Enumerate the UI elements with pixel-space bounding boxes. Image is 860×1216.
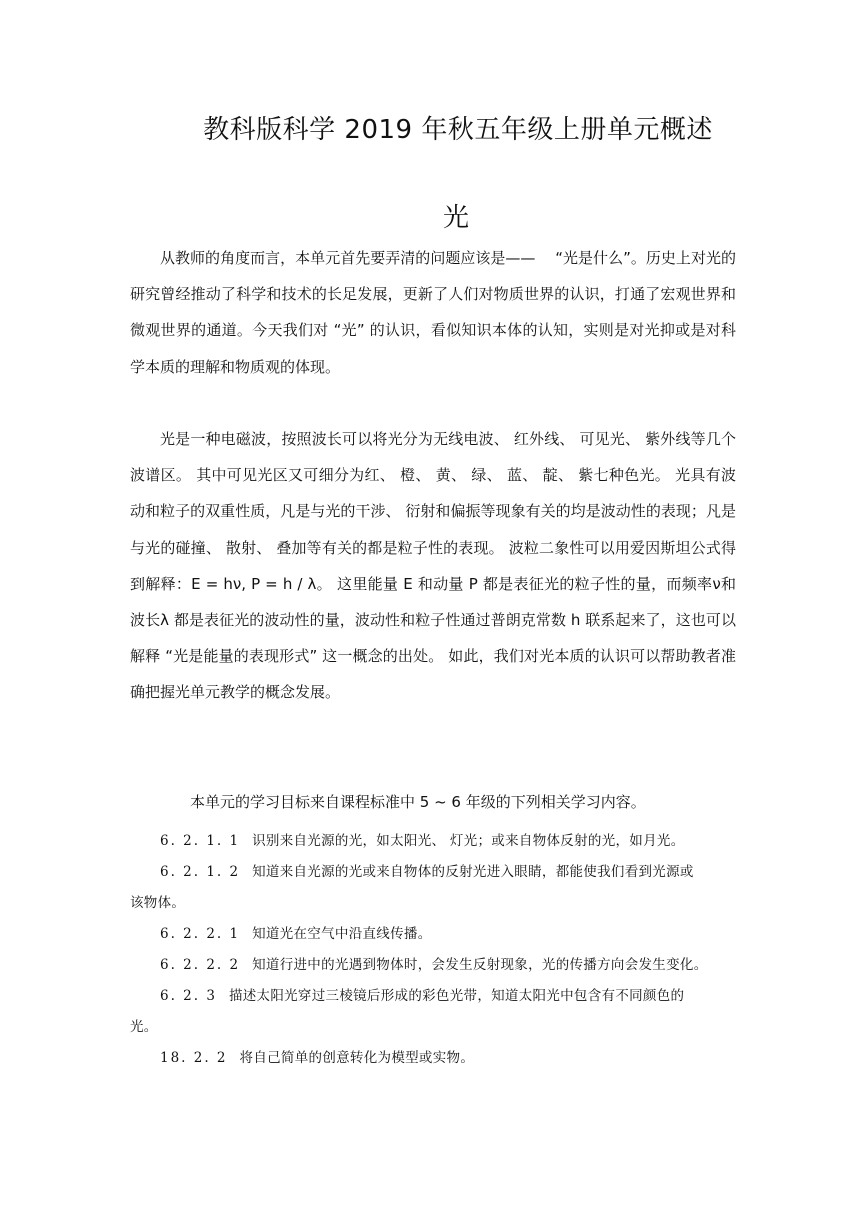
standard-item [130, 826, 738, 857]
standard-item [130, 1043, 738, 1074]
paragraph-1: 从教师的角度而言，本单元首先要弄清的问题应该是—— “光是什么”。历史上对光的研究曾经推动了科学和技术的长足发展，更新了人们对物质世界的认识，打通了宏观世界和微观世界的通道。今天我们对 “光” 的认识，看似知识本体的认知，实则是对光抑或是对科学本质的理解和物质观的体现。 [130, 249, 736, 376]
standard-text: 知道行进中的光遇到物体时，会发生反射现象，光的传播方向会发生变化。 [252, 957, 708, 973]
standard-item [130, 919, 738, 950]
standard-text: 描述太阳光穿过三棱镜后形成的彩色光带，知道太阳光中包含有不同颜色的 [228, 988, 685, 1004]
document-title: 教科版科学 2019 年秋五年级上册单元概述 [203, 115, 713, 145]
unit-title: 光 [442, 203, 469, 233]
standards-list [130, 826, 738, 1074]
standard-text: 将自己简单的创意转化为模型或实物。 [239, 1050, 475, 1066]
standard-number: 6. 2. 1. 2 [160, 864, 241, 880]
standard-item [130, 950, 738, 981]
standard-item [130, 857, 738, 919]
standard-text: 识别来自光源的光，如太阳光、 灯光；或来自物体反射的光，如月光。 [252, 833, 685, 849]
standard-text-continuation: 光。 [130, 1019, 158, 1035]
standard-number: 18. 2. 2 [160, 1050, 228, 1066]
standard-item [130, 981, 738, 1043]
standard-text: 知道光在空气中沿直线传播。 [252, 926, 432, 942]
standard-number: 6. 2. 1. 1 [160, 833, 241, 849]
standard-text-continuation: 该物体。 [130, 895, 186, 911]
standards-intro: 本单元的学习目标来自课程标准中 5 ~ 6 年级的下列相关学习内容。 [190, 793, 646, 811]
standard-number: 6. 2. 2. 1 [160, 926, 241, 942]
standard-number: 6. 2. 3 [160, 988, 217, 1004]
paragraph-2: 光是一种电磁波，按照波长可以将光分为无线电波、 红外线、 可见光、 紫外线等几个波谱区。 其中可见光区又可细分为红、 橙、 黄、 绿、 蓝、 靛、 紫七种色光。 光具有波动和粒子的双重性质，凡是与光的干涉、 衍射和偏振等现象有关的均是波动性的表现；凡是与光的碰撞、 散射、 叠加等有关的都是粒子性的表现。 波粒二象性可以用爱因斯坦公式得到解释：E = hν, P = h / λ。 这里能量 E 和动量 P 都是表征光的粒子性的量，而频率ν和波长λ 都是表征光的波动性的量，波动性和粒子性通过普朗克常数 h 联系起来了，这也可以解释 “光是能量的表现形式” 这一概念的出处。 如此，我们对光本质的认识可以帮助教者准确把握光单元教学的概念发展。 [130, 430, 736, 702]
standard-text: 知道来自光源的光或来自物体的反射光进入眼睛，都能使我们看到光源或 [252, 864, 694, 880]
standard-number: 6. 2. 2. 2 [160, 957, 241, 973]
